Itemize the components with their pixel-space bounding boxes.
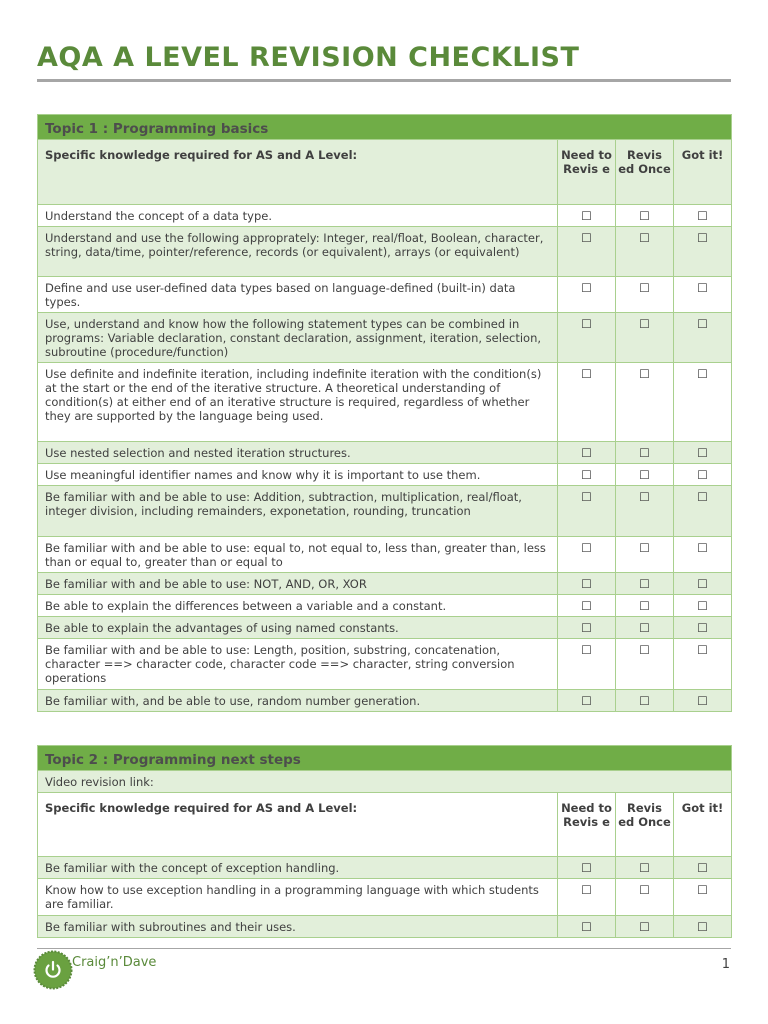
- table-row: [38, 464, 732, 486]
- got-it-checkbox[interactable]: ☐: [674, 205, 732, 227]
- need-to-revise-checkbox[interactable]: ☐: [558, 617, 616, 639]
- need-to-revise-checkbox[interactable]: ☐: [558, 442, 616, 464]
- title-divider: [37, 79, 731, 82]
- revised-once-checkbox[interactable]: ☐: [616, 916, 674, 938]
- revised-once-checkbox[interactable]: ☐: [616, 595, 674, 617]
- table-row: [38, 363, 732, 442]
- got-it-checkbox[interactable]: ☐: [674, 277, 732, 313]
- got-it-checkbox[interactable]: ☐: [674, 486, 732, 537]
- table-row: [38, 205, 732, 227]
- got-it-checkbox[interactable]: ☐: [674, 857, 732, 879]
- revised-once-checkbox[interactable]: ☐: [616, 879, 674, 916]
- need-to-revise-checkbox[interactable]: ☐: [558, 464, 616, 486]
- need-to-revise-checkbox[interactable]: ☐: [558, 879, 616, 916]
- revised-once-checkbox[interactable]: ☐: [616, 227, 674, 277]
- revised-once-column-header: Revis ed Once: [616, 140, 674, 205]
- got-it-checkbox[interactable]: ☐: [674, 690, 732, 712]
- video-revision-link-label: Video revision link:: [38, 771, 732, 793]
- got-it-checkbox[interactable]: ☐: [674, 639, 732, 690]
- revised-once-checkbox[interactable]: ☐: [616, 486, 674, 537]
- need-to-revise-column-header: Need to Revis e: [558, 140, 616, 205]
- revised-once-checkbox[interactable]: ☐: [616, 313, 674, 363]
- table-row: [38, 690, 732, 712]
- revised-once-checkbox[interactable]: ☐: [616, 464, 674, 486]
- need-to-revise-checkbox[interactable]: ☐: [558, 573, 616, 595]
- got-it-checkbox[interactable]: ☐: [674, 227, 732, 277]
- revised-once-checkbox[interactable]: ☐: [616, 363, 674, 442]
- requirement-text: Use definite and indefinite iteration, including indefinite iteration with the condition(s) at the start or the end of the iterative structure. A theoretical understanding of condition(s) at either end of an iterative structure is required, regardless of whether they are supported by the language being used.: [38, 363, 558, 442]
- table-row: [38, 857, 732, 879]
- revised-once-checkbox[interactable]: ☐: [616, 277, 674, 313]
- table-row: [38, 537, 732, 573]
- need-to-revise-checkbox[interactable]: ☐: [558, 690, 616, 712]
- table-row: [38, 313, 732, 363]
- table-row: [38, 277, 732, 313]
- revised-once-checkbox[interactable]: ☐: [616, 442, 674, 464]
- table-row: [38, 617, 732, 639]
- requirement-text: Use nested selection and nested iteration structures.: [38, 442, 558, 464]
- revised-once-checkbox[interactable]: ☐: [616, 857, 674, 879]
- topic1-column-header-row: [38, 140, 732, 205]
- requirement-text: Be familiar with and be able to use: Length, position, substring, concatenation, character ==> character code, character code ==> character, string conversion operations: [38, 639, 558, 690]
- requirement-text: Be familiar with the concept of exception handling.: [38, 857, 558, 879]
- got-it-checkbox[interactable]: ☐: [674, 313, 732, 363]
- revised-once-checkbox[interactable]: ☐: [616, 537, 674, 573]
- need-to-revise-checkbox[interactable]: ☐: [558, 205, 616, 227]
- topic2-column-header-row: [38, 793, 732, 857]
- revised-once-checkbox[interactable]: ☐: [616, 205, 674, 227]
- table-row: [38, 639, 732, 690]
- requirement-text: Be familiar with, and be able to use, random number generation.: [38, 690, 558, 712]
- need-to-revise-checkbox[interactable]: ☐: [558, 595, 616, 617]
- table-row: [38, 879, 732, 916]
- footer-divider: [37, 948, 731, 949]
- table-row: [38, 486, 732, 537]
- topic2-title: Topic 2 : Programming next steps: [38, 746, 732, 771]
- requirement-text: Be familiar with and be able to use: Addition, subtraction, multiplication, real/float, integer division, including remainders, exponetation, rounding, truncation: [38, 486, 558, 537]
- table-row: [38, 442, 732, 464]
- requirement-column-header: Specific knowledge required for AS and A Level:: [38, 793, 558, 857]
- topic1-header-row: [38, 115, 732, 140]
- requirement-text: Use meaningful identifier names and know why it is important to use them.: [38, 464, 558, 486]
- topic1-table: [37, 114, 732, 712]
- requirement-text: Be familiar with subroutines and their uses.: [38, 916, 558, 938]
- video-link-row: [38, 771, 732, 793]
- need-to-revise-checkbox[interactable]: ☐: [558, 857, 616, 879]
- got-it-checkbox[interactable]: ☐: [674, 879, 732, 916]
- need-to-revise-checkbox[interactable]: ☐: [558, 363, 616, 442]
- table-row: [38, 916, 732, 938]
- revised-once-checkbox[interactable]: ☐: [616, 617, 674, 639]
- requirement-text: Understand and use the following approprately: Integer, real/float, Boolean, character, string, data/time, pointer/reference, records (or equivalent), arrays (or equivalent): [38, 227, 558, 277]
- got-it-checkbox[interactable]: ☐: [674, 916, 732, 938]
- need-to-revise-checkbox[interactable]: ☐: [558, 537, 616, 573]
- table-row: [38, 573, 732, 595]
- table-row: [38, 595, 732, 617]
- page-number: 1: [721, 957, 730, 972]
- need-to-revise-checkbox[interactable]: ☐: [558, 639, 616, 690]
- got-it-checkbox[interactable]: ☐: [674, 573, 732, 595]
- table-row: [38, 227, 732, 277]
- power-logo-icon: [33, 950, 73, 990]
- need-to-revise-checkbox[interactable]: ☐: [558, 916, 616, 938]
- got-it-checkbox[interactable]: ☐: [674, 537, 732, 573]
- requirement-text: Know how to use exception handling in a programming language with which students are familiar.: [38, 879, 558, 916]
- got-it-checkbox[interactable]: ☐: [674, 595, 732, 617]
- got-it-column-header: Got it!: [674, 793, 732, 857]
- requirement-text: Use, understand and know how the following statement types can be combined in programs: Variable declaration, constant declaration, assignment, iteration, selection, subroutine (procedure/function): [38, 313, 558, 363]
- requirement-text: Be able to explain the differences between a variable and a constant.: [38, 595, 558, 617]
- brand-name: Craig’n’Dave: [72, 955, 157, 970]
- need-to-revise-checkbox[interactable]: ☐: [558, 486, 616, 537]
- revised-once-checkbox[interactable]: ☐: [616, 573, 674, 595]
- requirement-text: Be familiar with and be able to use: NOT, AND, OR, XOR: [38, 573, 558, 595]
- requirement-text: Define and use user-defined data types based on language-defined (built-in) data types.: [38, 277, 558, 313]
- revised-once-checkbox[interactable]: ☐: [616, 639, 674, 690]
- got-it-checkbox[interactable]: ☐: [674, 464, 732, 486]
- topic2-header-row: [38, 746, 732, 771]
- revised-once-column-header: Revis ed Once: [616, 793, 674, 857]
- requirement-text: Be able to explain the advantages of using named constants.: [38, 617, 558, 639]
- topic2-table: [37, 745, 732, 938]
- got-it-column-header: Got it!: [674, 140, 732, 205]
- revised-once-checkbox[interactable]: ☐: [616, 690, 674, 712]
- requirement-text: Be familiar with and be able to use: equal to, not equal to, less than, greater than, less than or equal to, greater than or equal to: [38, 537, 558, 573]
- requirement-text: Understand the concept of a data type.: [38, 205, 558, 227]
- need-to-revise-checkbox[interactable]: ☐: [558, 313, 616, 363]
- got-it-checkbox[interactable]: ☐: [674, 442, 732, 464]
- requirement-column-header: Specific knowledge required for AS and A Level:: [38, 140, 558, 205]
- got-it-checkbox[interactable]: ☐: [674, 363, 732, 442]
- page-title: AQA A LEVEL REVISION CHECKLIST: [37, 42, 580, 73]
- got-it-checkbox[interactable]: ☐: [674, 617, 732, 639]
- need-to-revise-checkbox[interactable]: ☐: [558, 227, 616, 277]
- topic1-title: Topic 1 : Programming basics: [38, 115, 732, 140]
- need-to-revise-column-header: Need to Revis e: [558, 793, 616, 857]
- need-to-revise-checkbox[interactable]: ☐: [558, 277, 616, 313]
